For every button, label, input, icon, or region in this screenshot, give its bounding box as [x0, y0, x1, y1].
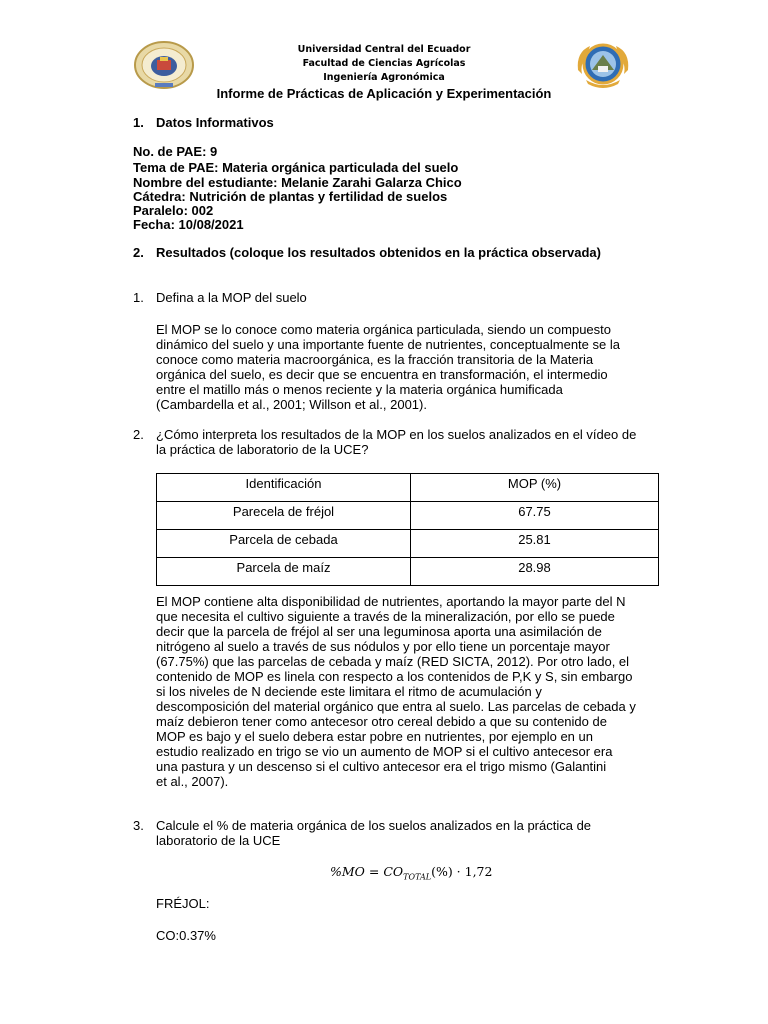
section2-number: 2.: [133, 245, 144, 260]
question3-text: [156, 818, 591, 848]
pae-number: No. de PAE: 9: [133, 144, 218, 159]
answer-line: estudio realizado en trigo se vio un aumento de MOP si el cultivo antecesor era: [156, 744, 613, 759]
pae-topic: Tema de PAE: Materia orgánica particulada del suelo: [133, 160, 459, 175]
question-line: Calcule el % de materia orgánica de los suelos analizados en la práctica de: [156, 818, 592, 833]
section1-number: 1.: [133, 115, 144, 130]
question2-text: [156, 427, 636, 457]
section2-heading: Resultados (coloque los resultados obtenidos en la práctica observada): [156, 245, 601, 260]
formula-subscript: TOTAL: [403, 872, 432, 882]
answer-line: conoce como materia macroorgánica, es la fracción transitoria de la Materia: [156, 352, 594, 367]
table-header-row: [157, 474, 659, 502]
answer-line: contenido de MOP es linela con respecto a los contenidos de P,K y S, sin embargo: [156, 669, 633, 684]
career-name: Ingeniería Agronómica: [323, 72, 445, 83]
question1-answer: [156, 322, 620, 412]
formula-rhs: (%) · 1,72: [431, 864, 493, 879]
answer-line: si los niveles de N deciende este limitara el ritmo de acumulación y: [156, 684, 542, 699]
faculty-name: Facultad de Ciencias Agrícolas: [302, 58, 466, 69]
answer-line: descomposición del material orgánico que entra al suelo. Las parcelas de cebada y: [156, 699, 636, 714]
answer-line: decir que la parcela de fréjol al ser una leguminosa aporta una asimilación de: [156, 624, 602, 639]
answer-line: (Cambardella et al., 2001; Willson et al., 2001).: [156, 397, 427, 412]
section1-heading: Datos Informativos: [156, 115, 274, 130]
table-cell-value: 28.98: [411, 558, 659, 586]
table-header-identificacion: Identificación: [157, 474, 411, 502]
report-title: Informe de Prácticas de Aplicación y Experimentación: [216, 86, 552, 101]
answer-line: que necesita el cultivo siguiente a través de la mineralización, por ello se puede: [156, 609, 615, 624]
table-cell-value: 25.81: [411, 530, 659, 558]
co-value: CO:0.37%: [156, 928, 216, 943]
answer-line: El MOP se lo conoce como materia orgánica particulada, siendo un compuesto: [156, 322, 612, 337]
mo-formula: [330, 864, 492, 882]
answer-line: MOP es bajo y el suelo debera estar pobre en nutrientes, por ejemplo en un: [156, 729, 593, 744]
table-cell-plot: Parcela de cebada: [157, 530, 411, 558]
question-line: ¿Cómo interpreta los resultados de la MOP en los suelos analizados en el vídeo de: [156, 427, 637, 442]
answer-line: orgánica del suelo, es decir que se encuentra en transformación, el intermedio: [156, 367, 608, 382]
section-parallel: Paralelo: 002: [133, 203, 214, 218]
table-cell-value: 67.75: [411, 502, 659, 530]
mop-results-table: [156, 473, 659, 586]
answer-line: entre el matillo más o menos reciente y la materia orgánica humificada: [156, 382, 563, 397]
answer-line: (67.75%) que las parcelas de cebada y maíz (RED SICTA, 2012). Por otro lado, el: [156, 654, 630, 669]
question1-text: Defina a la MOP del suelo: [156, 290, 307, 305]
frejol-label: FRÉJOL:: [156, 896, 210, 911]
answer-line: El MOP contiene alta disponibilidad de nutrientes, aportando la mayor parte del N: [156, 594, 626, 609]
answer-line: et al., 2007).: [156, 774, 229, 789]
question-line: laboratorio de la UCE: [156, 833, 281, 848]
question2-answer: [156, 594, 636, 789]
table-row: [157, 502, 659, 530]
answer-line: maíz debieron tener como antecesor otro cereal debido a que su contenido de: [156, 714, 607, 729]
student-name: Nombre del estudiante: Melanie Zarahi Galarza Chico: [133, 175, 462, 190]
question-line: la práctica de laboratorio de la UCE?: [156, 442, 369, 457]
table-header-mop: MOP (%): [411, 474, 659, 502]
answer-line: nitrógeno al suelo a través de sus nódulos y por ello tiene un porcentaje mayor: [156, 639, 610, 654]
table-cell-plot: Parcela de maíz: [157, 558, 411, 586]
course-name: Cátedra: Nutrición de plantas y fertilidad de suelos: [133, 189, 448, 204]
answer-line: una pastura y un descenso si el cultivo antecesor era el trigo mismo (Galantini: [156, 759, 607, 774]
answer-line: dinámico del suelo y una importante fuente de nutrientes, conceptualmente se la: [156, 337, 620, 352]
question1-number: 1.: [133, 290, 144, 305]
question2-number: 2.: [133, 427, 144, 442]
table-row: [157, 530, 659, 558]
table-cell-plot: Parecela de fréjol: [157, 502, 411, 530]
university-name: Universidad Central del Ecuador: [297, 44, 471, 55]
report-date: Fecha: 10/08/2021: [133, 217, 244, 232]
question3-number: 3.: [133, 818, 144, 833]
formula-lhs: %MO = CO: [330, 864, 404, 879]
table-row: [157, 558, 659, 586]
